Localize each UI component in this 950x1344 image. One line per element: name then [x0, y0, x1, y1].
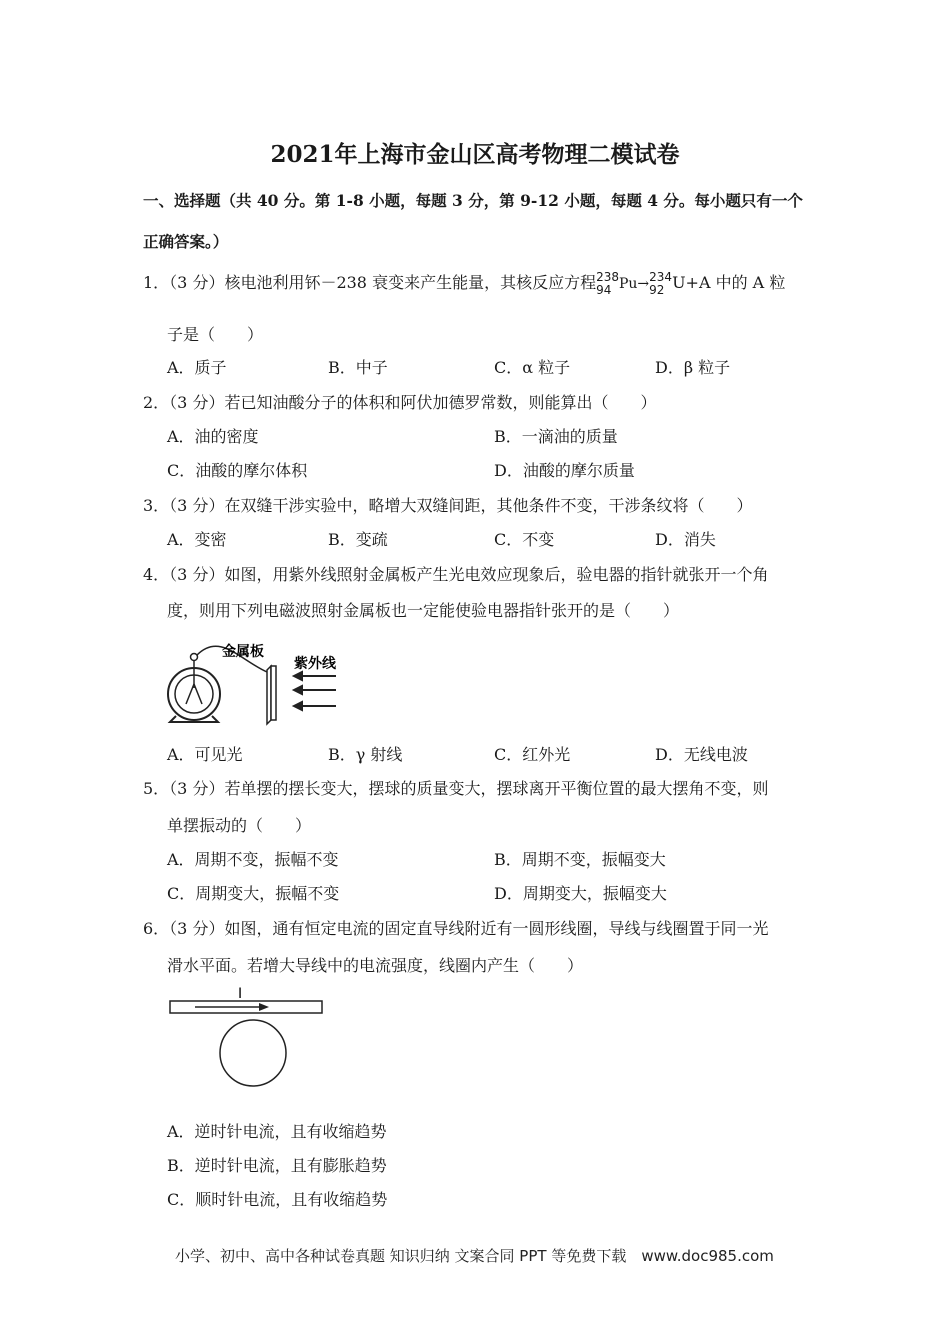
question-1-line1 — [143, 270, 785, 297]
question-3-line1: 3．（3 分）在双缝干涉实验中，略增大双缝间距，其他条件不变，干涉条纹将（ ） — [143, 496, 753, 515]
pu-mass-number: 238 — [596, 269, 619, 284]
q6-option-b: B．逆时针电流，且有膨胀趋势 — [167, 1156, 387, 1175]
question-4-line2: 度，则用下列电磁波照射金属板也一定能使验电器指针张开的是（ ） — [167, 601, 680, 620]
uv-arrow-1-head — [294, 672, 302, 680]
electroscope-knob — [191, 654, 198, 661]
photoelectric-figure — [160, 632, 360, 732]
question-1-line2: 子是（ ） — [167, 325, 264, 344]
q4-option-c: C．红外光 — [494, 745, 571, 764]
wire-coil-figure — [165, 982, 330, 1097]
q2-option-d: D．油酸的摩尔质量 — [494, 461, 635, 480]
q1-option-a: A．质子 — [167, 358, 227, 377]
q4-option-a: A．可见光 — [167, 745, 243, 764]
footer-text: 小学、初中、高中各种试卷真题 知识归纳 文案合同 PPT 等免费下载 www.doc985.com — [175, 1247, 774, 1265]
uv-label: 紫外线 — [294, 656, 336, 672]
q5-option-b: B．周期不变，振幅变大 — [494, 850, 666, 869]
question-6-line1: 6．（3 分）如图，通有恒定电流的固定直导线附近有一圆形线圈，导线与线圈置于同一光 — [143, 919, 769, 938]
page-title: 2021年上海市金山区高考物理二模试卷 — [270, 141, 680, 168]
uv-arrow-3-head — [294, 702, 302, 710]
question-1-text-a: 1．（3 分）核电池利用钚－238 衰变来产生能量，其核反应方程 — [143, 273, 597, 292]
section-heading-line2: 正确答案。） — [143, 232, 229, 251]
q4-option-b: B．γ 射线 — [328, 745, 403, 764]
q5-option-d: D．周期变大，振幅变大 — [494, 884, 667, 903]
u-atomic-number: 92 — [649, 282, 665, 297]
q2-option-c: C．油酸的摩尔体积 — [167, 461, 308, 480]
reaction-arrow: → — [637, 276, 650, 292]
current-label: I — [238, 986, 243, 1002]
q6-option-c: C．顺时针电流，且有收缩趋势 — [167, 1190, 388, 1209]
question-2-line1: 2．（3 分）若已知油酸分子的体积和阿伏加德罗常数，则能算出（ ） — [143, 393, 657, 412]
q1-option-c: C．α 粒子 — [494, 358, 571, 377]
q2-option-a: A．油的密度 — [167, 427, 259, 446]
u-mass-number: 234 — [649, 269, 673, 284]
q3-option-d: D．消失 — [655, 530, 716, 549]
q1-option-d: D．β 粒子 — [655, 358, 731, 377]
q1-option-b: B．中子 — [328, 358, 388, 377]
uv-arrow-2-head — [294, 686, 302, 694]
nuclide-pu — [596, 271, 619, 297]
section-heading-line1: 一、选择题（共 40 分。第 1-8 小题，每题 3 分，第 9-12 小题，每题 4 分。每小题只有一个 — [143, 191, 803, 210]
uv-arrows — [294, 672, 336, 710]
q3-option-c: C．不变 — [494, 530, 555, 549]
question-6-line2: 滑水平面。若增大导线中的电流强度，线圈内产生（ ） — [167, 956, 584, 975]
q2-option-b: B．一滴油的质量 — [494, 427, 618, 446]
question-1-text-b: U+A 中的 A 粒 — [672, 273, 786, 292]
q5-option-c: C．周期变大，振幅不变 — [167, 884, 340, 903]
pu-symbol: Pu — [618, 276, 638, 292]
metal-plate-label: 金属板 — [222, 644, 264, 660]
q5-option-a: A．周期不变，振幅不变 — [167, 850, 339, 869]
electroscope-leaf-right — [194, 684, 202, 704]
q3-option-b: B．变疏 — [328, 530, 388, 549]
metal-plate — [271, 666, 276, 720]
q6-option-a: A．逆时针电流，且有收缩趋势 — [167, 1122, 387, 1141]
question-4-line1: 4．（3 分）如图，用紫外线照射金属板产生光电效应现象后，验电器的指针就张开一个角 — [143, 565, 769, 584]
circular-coil — [220, 1020, 286, 1086]
question-5-line1: 5．（3 分）若单摆的摆长变大，摆球的质量变大，摆球离开平衡位置的最大摆角不变，则 — [143, 779, 769, 798]
nuclide-u — [649, 271, 672, 297]
electroscope-leaf-left — [186, 684, 194, 704]
question-5-line2: 单摆振动的（ ） — [167, 816, 312, 835]
q4-option-d: D．无线电波 — [655, 745, 748, 764]
pu-atomic-number: 94 — [596, 282, 612, 297]
q3-option-a: A．变密 — [167, 530, 227, 549]
